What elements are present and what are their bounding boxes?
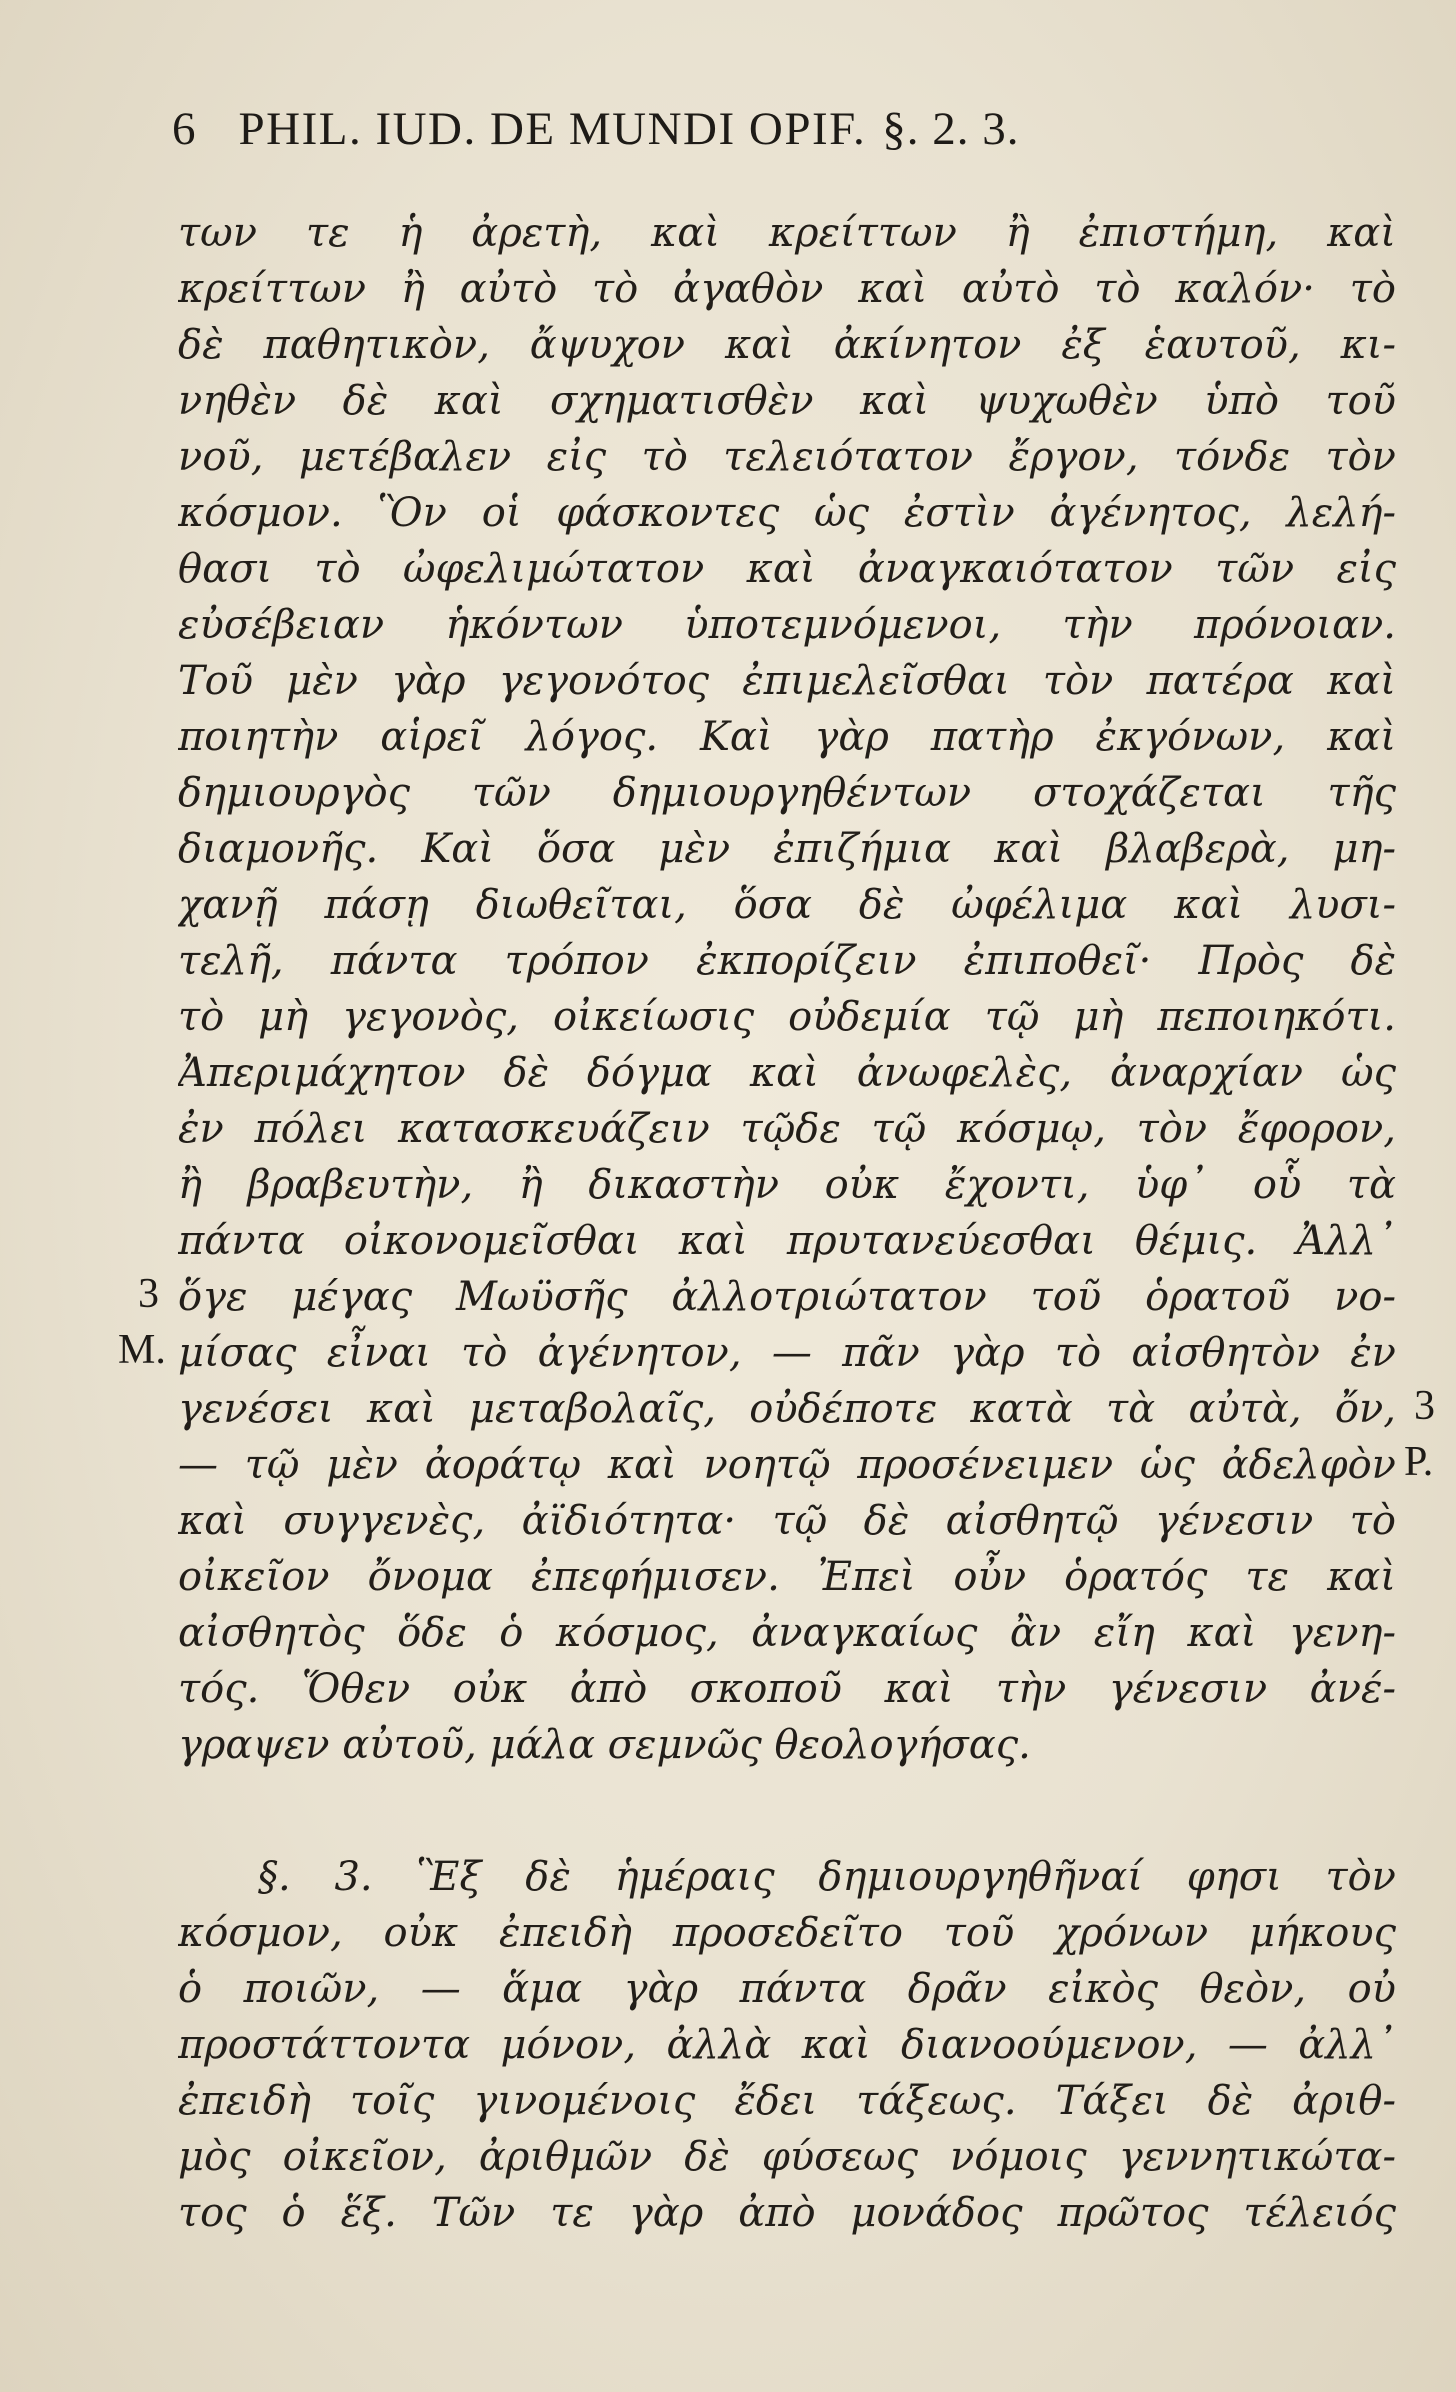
text-line-11: δημιουργὸς τῶν δημιουργηθέντων στοχάζεται τῆς <box>178 770 1396 816</box>
text-line-13: χανῇ πάσῃ διωθεῖται, ὅσα δὲ ὠφέλιμα καὶ λυσι- <box>178 882 1396 928</box>
text-line-19: πάντα οἰκονομεῖσθαι καὶ πρυτανεύεσθαι θέμις. Ἀλλ᾽ <box>178 1218 1396 1264</box>
text-line-7: θασι τὸ ὠφελιμώτατον καὶ ἀναγκαιότατον τῶν εἰς <box>178 546 1396 592</box>
text-line-31: ὁ ποιῶν, — ἅμα γὰρ πάντα δρᾶν εἰκὸς θεὸν, οὐ <box>178 1966 1396 2012</box>
text-line-25: οἰκεῖον ὄνομα ἐπεφήμισεν. Ἐπεὶ οὖν ὁρατός τε καὶ <box>178 1554 1396 1600</box>
section-reference: §. 2. 3. <box>882 103 1020 155</box>
text-line-30: κόσμον, οὐκ ἐπειδὴ προσεδεῖτο τοῦ χρόνων μήκους <box>178 1910 1396 1956</box>
text-line-3: δὲ παθητικὸν, ἄψυχον καὶ ἀκίνητον ἐξ ἑαυτοῦ, κι- <box>178 322 1396 368</box>
margin-note-left-3: 3 <box>138 1271 159 1317</box>
text-line-27: τός. Ὅθεν οὐκ ἀπὸ σκοποῦ καὶ τὴν γένεσιν ἀνέ- <box>178 1666 1396 1712</box>
text-line-22: γενέσει καὶ μεταβολαῖς, οὐδέποτε κατὰ τὰ αὐτὰ, ὄν, <box>178 1386 1396 1432</box>
text-line-16: Ἀπεριμάχητον δὲ δόγμα καὶ ἀνωφελὲς, ἀναρχίαν ὡς <box>178 1050 1396 1096</box>
text-line-26: αἰσθητὸς ὅδε ὁ κόσμος, ἀναγκαίως ἂν εἴη καὶ γενη- <box>178 1610 1396 1656</box>
text-line-33: ἐπειδὴ τοῖς γινομένοις ἔδει τάξεως. Τάξει δὲ ἀριθ- <box>178 2078 1396 2124</box>
text-line-1: των τε ἡ ἀρετὴ, καὶ κρείττων ἢ ἐπιστήμη, καὶ <box>178 210 1396 256</box>
page-number: 6 <box>172 103 197 155</box>
text-line-4: νηθὲν δὲ καὶ σχηματισθὲν καὶ ψυχωθὲν ὑπὸ τοῦ <box>178 378 1396 424</box>
text-line-34: μὸς οἰκεῖον, ἀριθμῶν δὲ φύσεως νόμοις γεννητικώτα- <box>178 2134 1396 2180</box>
text-line-15: τὸ μὴ γεγονὸς, οἰκείωσις οὐδεμία τῷ μὴ πεποιηκότι. <box>178 994 1396 1040</box>
text-line-8: εὐσέβειαν ἡκόντων ὑποτεμνόμενοι, τὴν πρόνοιαν. <box>178 602 1396 648</box>
text-line-14: τελῆ, πάντα τρόπον ἐκπορίζειν ἐπιποθεῖ· Πρὸς δὲ <box>178 938 1396 984</box>
text-line-10: ποιητὴν αἱρεῖ λόγος. Καὶ γὰρ πατὴρ ἐκγόνων, καὶ <box>178 714 1396 760</box>
running-title: PHIL. IUD. DE MUNDI OPIF. <box>238 103 867 155</box>
text-line-32: προστάττοντα μόνον, ἀλλὰ καὶ διανοούμενον, — ἀλλ᾽ <box>178 2022 1396 2068</box>
text-line-5: νοῦ, μετέβαλεν εἰς τὸ τελειότατον ἔργον, τόνδε τὸν <box>178 434 1396 480</box>
text-line-9: Τοῦ μὲν γὰρ γεγονότος ἐπιμελεῖσθαι τὸν πατέρα καὶ <box>178 658 1396 704</box>
text-line-20: ὅγε μέγας Μωϋσῆς ἀλλοτριώτατον τοῦ ὁρατοῦ νο- <box>178 1274 1396 1320</box>
margin-note-left-M: M. <box>118 1327 166 1373</box>
text-line-28: γραψεν αὐτοῦ, μάλα σεμνῶς θεολογήσας. <box>178 1722 1031 1768</box>
text-line-12: διαμονῆς. Καὶ ὅσα μὲν ἐπιζήμια καὶ βλαβερὰ, μη- <box>178 826 1396 872</box>
margin-note-right-P: P. <box>1404 1439 1434 1485</box>
text-line-18: ἢ βραβευτὴν, ἢ δικαστὴν οὐκ ἔχοντι, ὑφ᾽ οὗ τὰ <box>178 1162 1396 1208</box>
text-line-2: κρείττων ἢ αὐτὸ τὸ ἀγαθὸν καὶ αὐτὸ τὸ καλόν· τὸ <box>178 266 1396 312</box>
text-line-17: ἐν πόλει κατασκευάζειν τῷδε τῷ κόσμῳ, τὸν ἔφορον, <box>178 1106 1396 1152</box>
text-line-24: καὶ συγγενὲς, ἀϊδιότητα· τῷ δὲ αἰσθητῷ γένεσιν τὸ <box>178 1498 1396 1544</box>
text-line-35: τος ὁ ἕξ. Τῶν τε γὰρ ἀπὸ μονάδος πρῶτος τέλειός <box>178 2190 1396 2236</box>
section-3-first-line: §. 3. Ἓξ δὲ ἡμέραις δημιουργηθῆναί φησι τὸν <box>258 1854 1396 1900</box>
text-line-6: κόσμον. Ὃν οἱ φάσκοντες ὡς ἐστὶν ἀγένητος, λελή- <box>178 490 1396 536</box>
margin-note-right-3: 3 <box>1414 1383 1435 1429</box>
text-line-21: μίσας εἶναι τὸ ἀγένητον, — πᾶν γὰρ τὸ αἰσθητὸν ἐν <box>178 1330 1396 1376</box>
text-line-23: — τῷ μὲν ἀοράτῳ καὶ νοητῷ προσένειμεν ὡς ἀδελφὸν <box>178 1442 1396 1488</box>
